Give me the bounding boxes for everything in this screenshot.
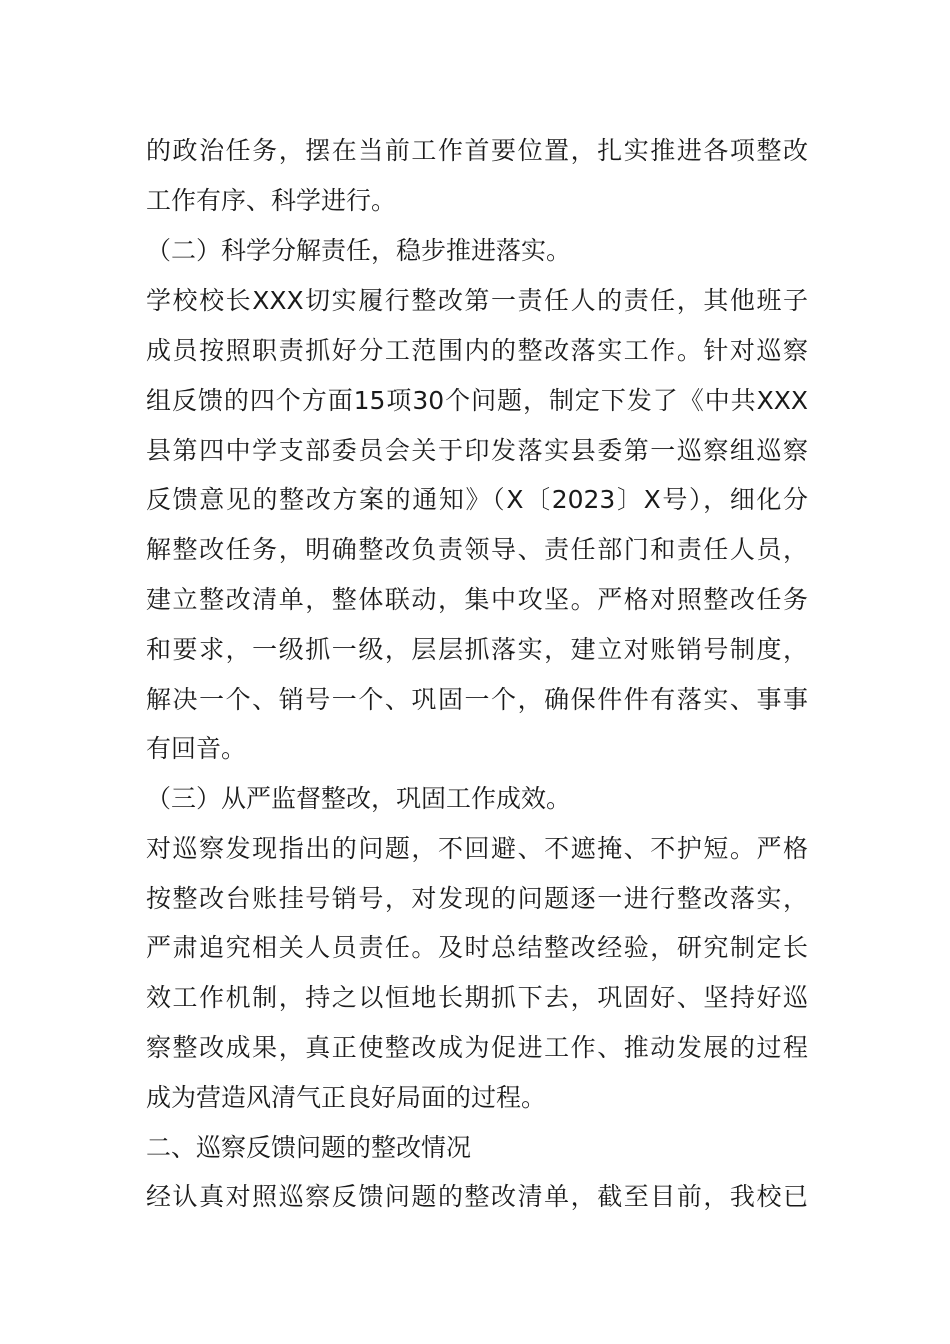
text-line: 反馈意见的整改方案的通知》（X〔2023〕X号），细化分 xyxy=(146,485,808,514)
text-line: 严肃追究相关人员责任。及时总结整改经验，研究制定长 xyxy=(146,933,808,962)
text-line: 县第四中学支部委员会关于印发落实县委第一巡察组巡察 xyxy=(146,436,808,465)
section-heading: 二、巡察反馈问题的整改情况 xyxy=(146,1133,472,1162)
text-line: 对巡察发现指出的问题，不回避、不遮掩、不护短。严格 xyxy=(146,834,808,863)
text-line: 解决一个、销号一个、巩固一个，确保件件有落实、事事 xyxy=(146,685,808,714)
text-line: 有回音。 xyxy=(146,734,247,763)
section-heading: （二）科学分解责任，稳步推进落实。 xyxy=(146,236,572,265)
section-heading: （三）从严监督整改，巩固工作成效。 xyxy=(146,784,572,813)
text-line: 按整改台账挂号销号，对发现的问题逐一进行整改落实， xyxy=(146,884,808,913)
text-line: 组反馈的四个方面15项30个问题，制定下发了《中共XXX xyxy=(146,386,808,415)
text-line: 解整改任务，明确整改负责领导、责任部门和责任人员， xyxy=(146,535,808,564)
text-line: 成为营造风清气正良好局面的过程。 xyxy=(146,1083,547,1112)
text-line: 的政治任务，摆在当前工作首要位置，扎实推进各项整改 xyxy=(146,136,808,165)
text-line: 工作有序、科学进行。 xyxy=(146,186,397,215)
text-line: 学校校长XXX切实履行整改第一责任人的责任，其他班子 xyxy=(146,286,808,315)
text-line: 察整改成果，真正使整改成为促进工作、推动发展的过程 xyxy=(146,1033,808,1062)
text-line: 效工作机制，持之以恒地长期抓下去，巩固好、坚持好巡 xyxy=(146,983,808,1012)
text-line: 建立整改清单，整体联动，集中攻坚。严格对照整改任务 xyxy=(146,585,808,614)
text-line: 和要求，一级抓一级，层层抓落实，建立对账销号制度， xyxy=(146,635,808,664)
text-line: 成员按照职责抓好分工范围内的整改落实工作。针对巡察 xyxy=(146,336,808,365)
text-line: 经认真对照巡察反馈问题的整改清单，截至目前，我校已 xyxy=(146,1182,808,1211)
